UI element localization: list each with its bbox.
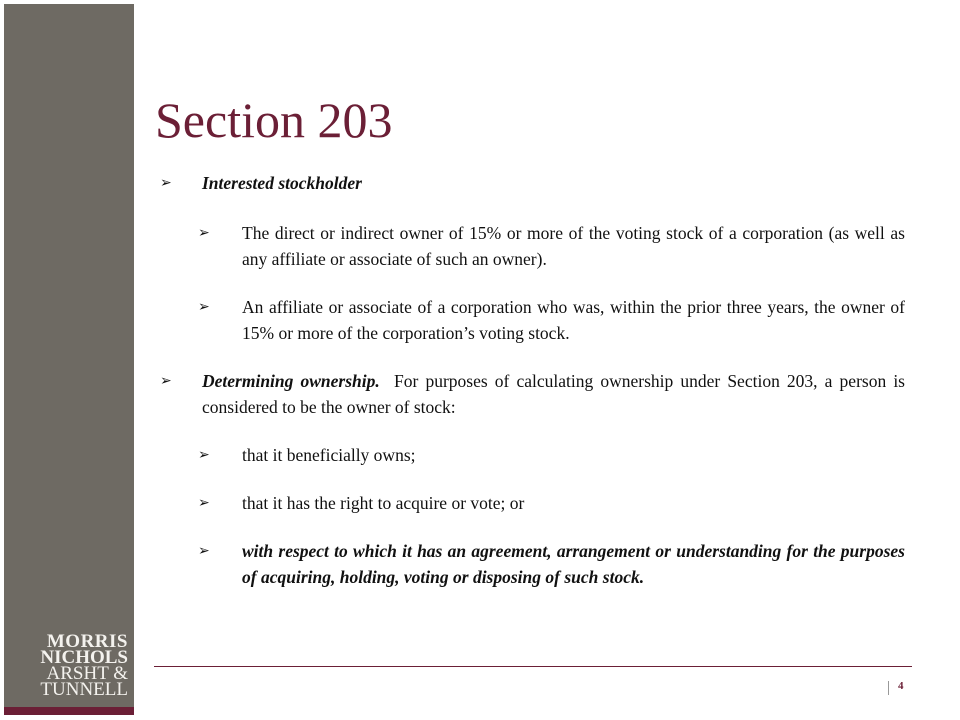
arrow-bullet-icon: ➢ (198, 495, 210, 511)
bullet-text: that it has the right to acquire or vote; or (242, 493, 525, 513)
logo-line-2: NICHOLS (40, 647, 128, 668)
side-accent-bar (4, 707, 134, 715)
bullet-agreement (160, 538, 905, 590)
firm-logo (18, 631, 128, 700)
bullet-text: Interested stockholder (202, 173, 362, 193)
bullet-text: An affiliate or associate of a corporation who was, within the prior three years, the owner of 15% or more of the corporation’s voting stock. (242, 297, 905, 343)
bullet-text: For purposes of calculating ownership under Section 203, a person is considered to be the owner of stock: (202, 371, 905, 417)
bullet-interested-stockholder (160, 170, 905, 196)
side-panel (4, 4, 134, 711)
bullet-determining-ownership (160, 368, 905, 420)
bullet-beneficially-owns (160, 442, 905, 468)
bullet-text: with respect to which it has an agreement, arrangement or understanding for the purposes of acquiring, holding, voting or disposing of such stock. (242, 541, 905, 587)
slide-title: Section 203 (155, 92, 393, 148)
bullet-affiliate-owner (160, 294, 905, 346)
arrow-bullet-icon: ➢ (198, 225, 210, 241)
arrow-bullet-icon: ➢ (160, 175, 172, 191)
arrow-bullet-icon: ➢ (160, 373, 172, 389)
bullet-list (160, 170, 905, 590)
arrow-bullet-icon: ➢ (198, 447, 210, 463)
arrow-bullet-icon: ➢ (198, 543, 210, 559)
bullet-direct-owner (160, 220, 905, 272)
logo-line-1: MORRIS (46, 631, 128, 652)
logo-line-3: ARSHT & (46, 663, 128, 684)
bullet-right-to-acquire (160, 490, 905, 516)
arrow-bullet-icon: ➢ (198, 299, 210, 315)
bullet-text: The direct or indirect owner of 15% or more of the voting stock of a corporation (as well as any affiliate or associate of such an owner). (242, 223, 905, 269)
bullet-text: that it beneficially owns; (242, 445, 416, 465)
page-number-separator (888, 681, 889, 695)
logo-line-4: TUNNELL (40, 679, 128, 700)
page-number: 4 (898, 680, 904, 692)
bullet-lead: Determining ownership. (202, 371, 380, 391)
footer-divider (154, 666, 912, 667)
